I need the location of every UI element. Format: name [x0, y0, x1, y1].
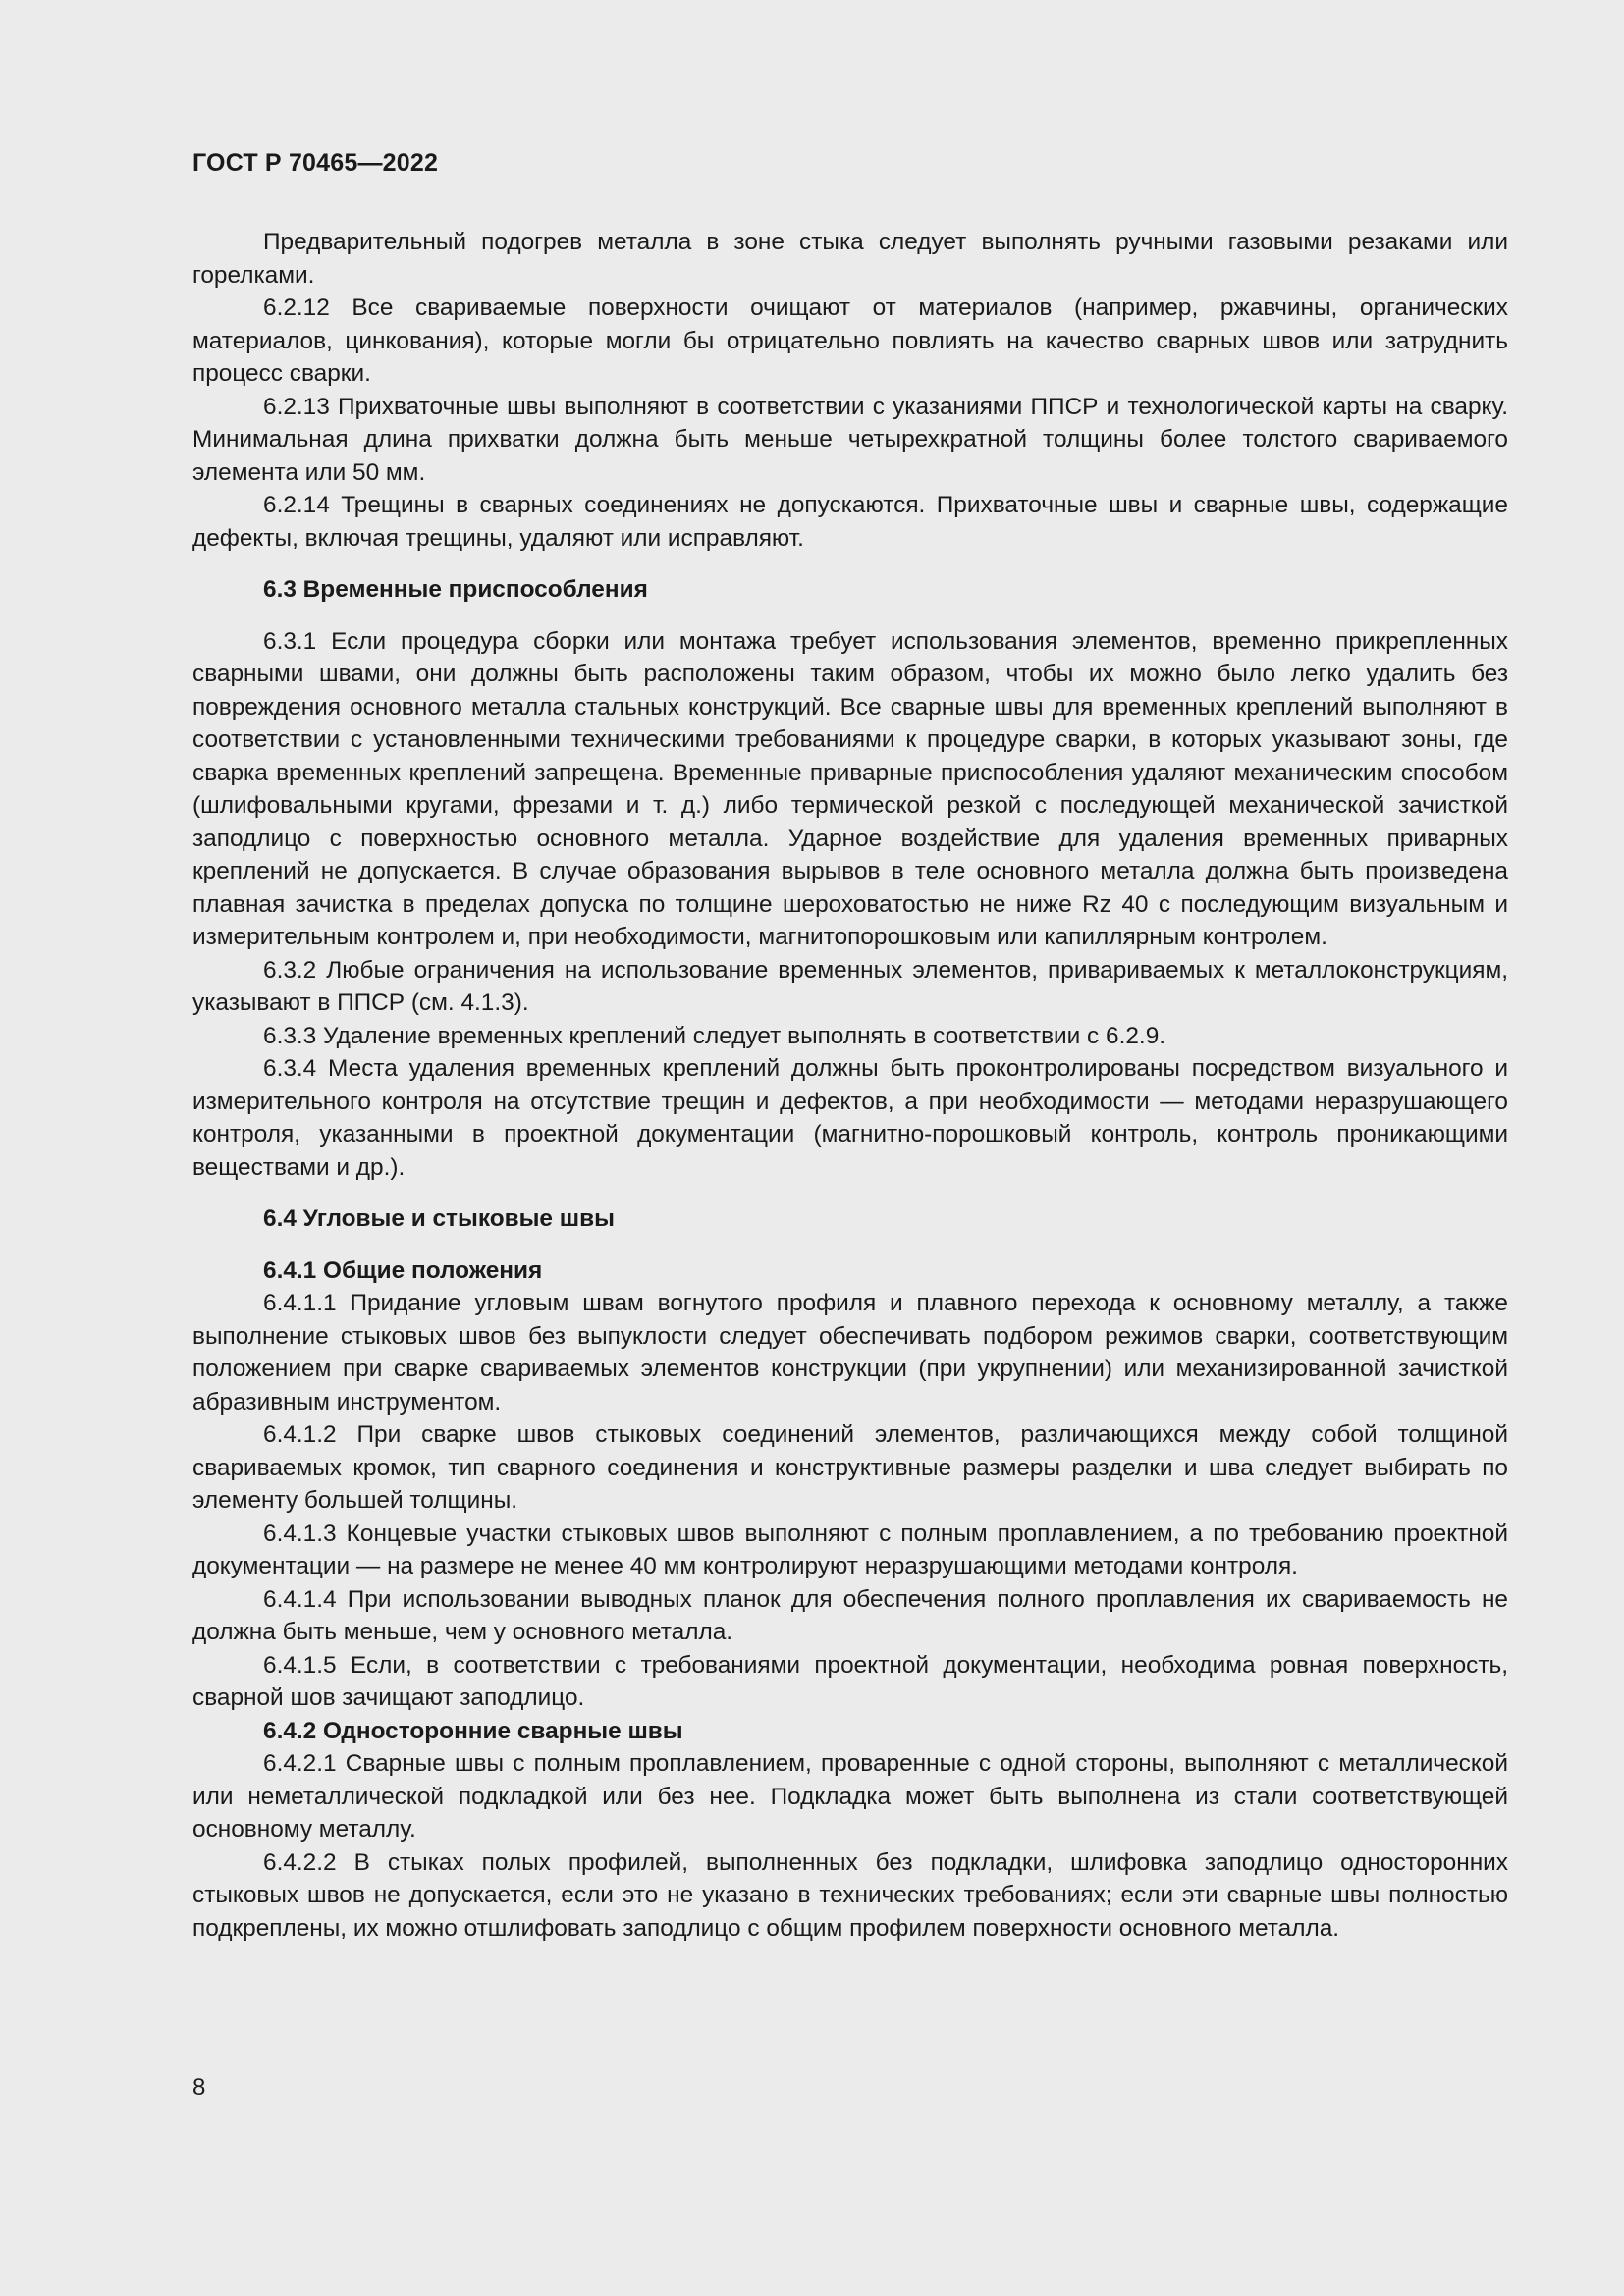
section-heading-6-4: 6.4 Угловые и стыковые швы	[263, 1205, 615, 1232]
paragraph-6-3-4: 6.3.4 Места удаления временных креплений должны быть проконтролированы посредством визуального и измерительного контроля на отсутствие трещин и дефектов, а при необходимости — методами неразрушающего контроля, указанными в проектной документации (магнитно-порошковый контроль, контроль проникающими веществами и др.).	[192, 1055, 1508, 1181]
subsection-heading-6-4-2: 6.4.2 Односторонние сварные швы	[263, 1717, 683, 1744]
paragraph-6-4-2-2: 6.4.2.2 В стыках полых профилей, выполненных без подкладки, шлифовка заподлицо односторонних стыковых швов не допускается, если это не указано в технических требованиях; если эти сварные швы полностью подкреплены, их можно отшлифовать заподлицо с общим профилем поверхности основного металла.	[192, 1848, 1508, 1942]
document-body	[192, 226, 1508, 1945]
paragraph-preheat: Предварительный подогрев металла в зоне стыка следует выполнять ручными газовыми резаками или горелками.	[192, 229, 1508, 289]
paragraph-6-4-1-4: 6.4.1.4 При использовании выводных планок для обеспечения полного проплавления их свариваемость не должна быть меньше, чем у основного металла.	[192, 1585, 1508, 1645]
paragraph-6-4-1-1: 6.4.1.1 Придание угловым швам вогнутого профиля и плавного перехода к основному металлу, а также выполнение стыковых швов без выпуклости следует обеспечивать подбором режимов сварки, соответствующим положением при сварке свариваемых элементов конструкции (при укрупнении) или механизированной зачисткой абразивным инструментом.	[192, 1290, 1508, 1415]
paragraph-6-4-2-1: 6.4.2.1 Сварные швы с полным проплавлением, проваренные с одной стороны, выполняют с металлической или неметаллической подкладкой или без нее. Подкладка может быть выполнена из стали соответствующей основному металлу.	[192, 1750, 1508, 1842]
paragraph-6-3-1: 6.3.1 Если процедура сборки или монтажа требует использования элементов, временно прикрепленных сварными швами, они должны быть расположены таким образом, чтобы их можно было легко удалить без повреждения основного металла стальных конструкций. Все сварные швы для временных креплений выполняют в соответствии с установленными техническими требованиями к процедуре сварки, в которых указывают зоны, где сварка временных креплений запрещена. Временные приварные приспособления удаляют механическим способом (шлифовальными кругами, фрезами и т. д.) либо термической резкой с последующей механической зачисткой заподлицо с поверхностью основного металла. Ударное воздействие для удаления временных приварных креплений не допускается. В случае образования вырывов в теле основного металла должна быть произведена плавная зачистка в пределах допуска по толщине шероховатостью не ниже Rz 40 с последующим визуальным и измерительным контролем и, при необходимости, магнитопорошковым или капиллярным контролем.	[192, 627, 1508, 950]
paragraph-6-4-1-5: 6.4.1.5 Если, в соответствии с требованиями проектной документации, необходима ровная поверхность, сварной шов зачищают заподлицо.	[192, 1651, 1508, 1711]
paragraph-6-4-1-2: 6.4.1.2 При сварке швов стыковых соединений элементов, различающихся между собой толщиной свариваемых кромок, тип сварного соединения и конструктивные размеры разделки и шва следует выбирать по элементу большей толщины.	[192, 1421, 1508, 1514]
page-number: 8	[192, 2074, 206, 2101]
paragraph-6-3-3: 6.3.3 Удаление временных креплений следует выполнять в соответствии с 6.2.9.	[263, 1022, 1166, 1049]
paragraph-6-3-2: 6.3.2 Любые ограничения на использование временных элементов, привариваемых к металлоконструкциям, указывают в ППСР (см. 4.1.3).	[192, 956, 1508, 1016]
section-heading-6-3: 6.3 Временные приспособления	[263, 576, 648, 603]
paragraph-6-2-14: 6.2.14 Трещины в сварных соединениях не допускаются. Прихваточные швы и сварные швы, содержащие дефекты, включая трещины, удаляют или исправляют.	[192, 492, 1508, 552]
paragraph-6-2-12: 6.2.12 Все свариваемые поверхности очищают от материалов (например, ржавчины, органических материалов, цинкования), которые могли бы отрицательно повлиять на качество сварных швов или затруднить процесс сварки.	[192, 294, 1508, 387]
document-header: ГОСТ Р 70465—2022	[192, 149, 439, 177]
paragraph-6-2-13: 6.2.13 Прихваточные швы выполняют в соответствии с указаниями ППСР и технологической карты на сварку. Минимальная длина прихватки должна быть меньше четырехкратной толщины более толстого свариваемого элемента или 50 мм.	[192, 393, 1508, 486]
paragraph-6-4-1-3: 6.4.1.3 Концевые участки стыковых швов выполняют с полным проплавлением, а по требованию проектной документации — на размере не менее 40 мм контролируют неразрушающими методами контроля.	[192, 1520, 1508, 1579]
subsection-heading-6-4-1: 6.4.1 Общие положения	[263, 1256, 543, 1284]
